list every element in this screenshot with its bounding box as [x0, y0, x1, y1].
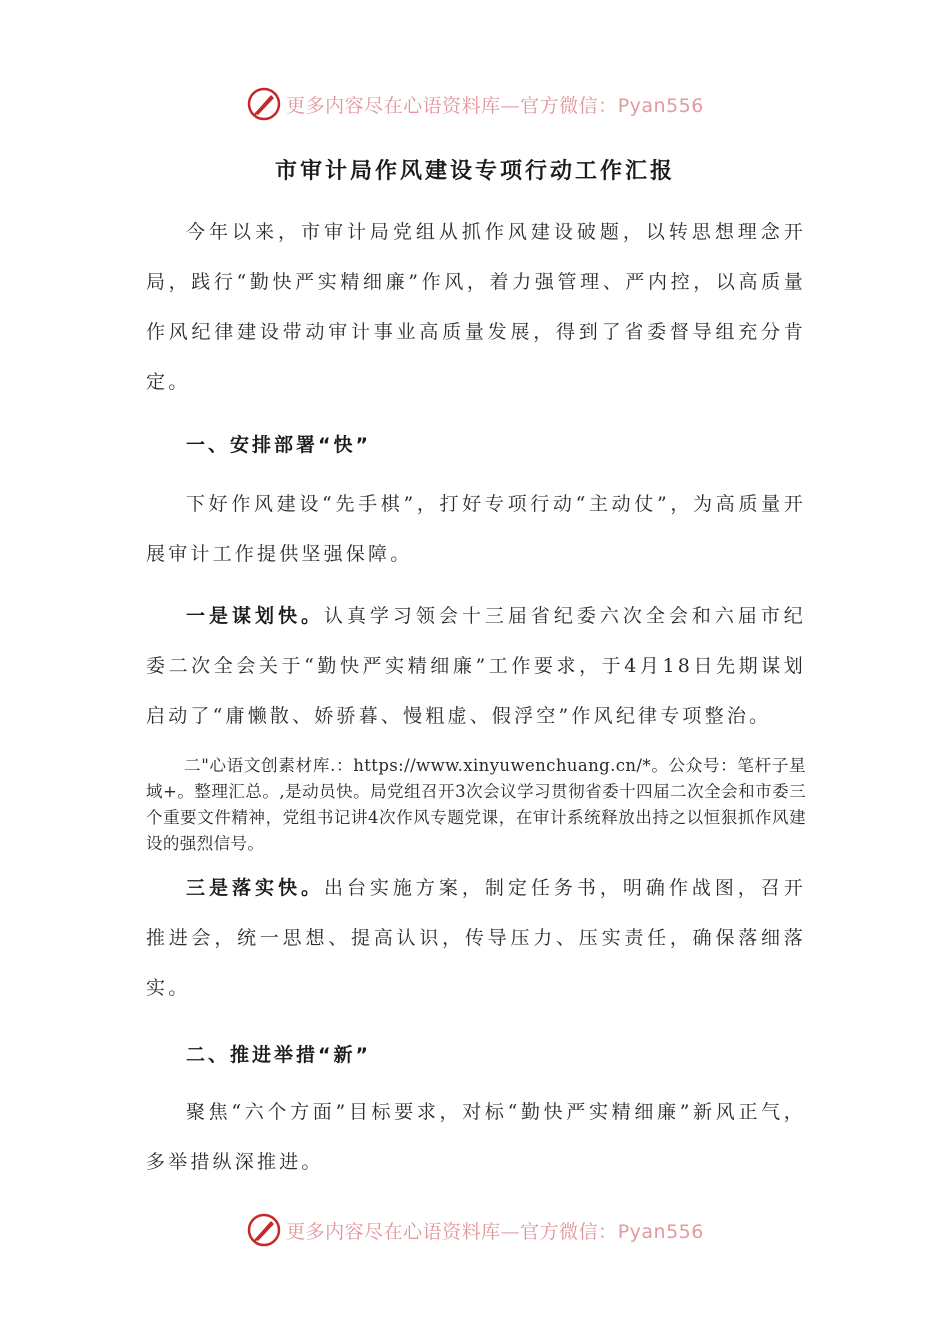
quill-pen-logo-icon	[246, 86, 282, 122]
banner-label: 官方微信：	[520, 94, 618, 117]
banner-wechat-id: Pyan556	[617, 94, 704, 117]
section1-intro-paragraph: 下好作风建设“先手棋”，打好专项行动“主动仗”，为高质量开展审计工作提供坚强保障。	[146, 493, 806, 565]
item1-lead: 一是谋划快。	[186, 605, 324, 627]
section2-intro-paragraph: 聚焦“六个方面”目标要求，对标“勤快严实精细廉”新风正气，多举措纵深推进。	[146, 1101, 806, 1173]
banner-main-text: 更多内容尽在心语资料库	[286, 1220, 501, 1243]
section-heading-1: 一、安排部署“快”	[186, 434, 371, 456]
banner-label: 官方微信：	[520, 1220, 618, 1243]
banner-separator: —	[500, 1220, 521, 1243]
page-title: 市审计局作风建设专项行动工作汇报	[274, 159, 675, 184]
header-watermark-banner	[0, 84, 950, 124]
quill-pen-logo-icon	[246, 1212, 282, 1248]
item3-text: 出台实施方案，制定任务书，明确作战图，召开推进会，统一思想、提高认识，传导压力、压实责任，确保落细落实。	[146, 877, 806, 999]
item3-lead: 三是落实快。	[186, 877, 324, 899]
banner-text	[286, 1217, 704, 1244]
item1-paragraph	[146, 591, 806, 741]
banner-text	[286, 91, 704, 118]
item1-text: 认真学习领会十三届省纪委六次全会和六届市纪委二次全会关于“勤快严实精细廉”工作要求，于4月18日先期谋划启动了“庸懒散、娇骄暮、慢粗虚、假浮空”作风纪律专项整治。	[146, 605, 806, 727]
section-heading-2: 二、推进举措“新”	[186, 1044, 371, 1066]
banner-main-text: 更多内容尽在心语资料库	[286, 94, 501, 117]
item2-paragraph: 二"心语文创素材库.：https://www.xinyuwenchuang.cn/*。公众号：笔杆子星域+。整理汇总。,是动员快。局党组召开3次会议学习贯彻省委十四届二次全会和市委三个重要文件精神，党组书记讲4次作风专题党课，在审计系统释放出持之以恒狠抓作风建设的强烈信号。	[146, 756, 806, 853]
footer-watermark-banner	[0, 1210, 950, 1250]
banner-separator: —	[500, 94, 521, 117]
banner-wechat-id: Pyan556	[617, 1220, 704, 1243]
intro-paragraph: 今年以来，市审计局党组从抓作风建设破题，以转思想理念开局，践行“勤快严实精细廉”作风，着力强管理、严内控，以高质量作风纪律建设带动审计事业高质量发展，得到了省委督导组充分肯定。	[146, 221, 806, 393]
item3-paragraph	[146, 863, 806, 1013]
